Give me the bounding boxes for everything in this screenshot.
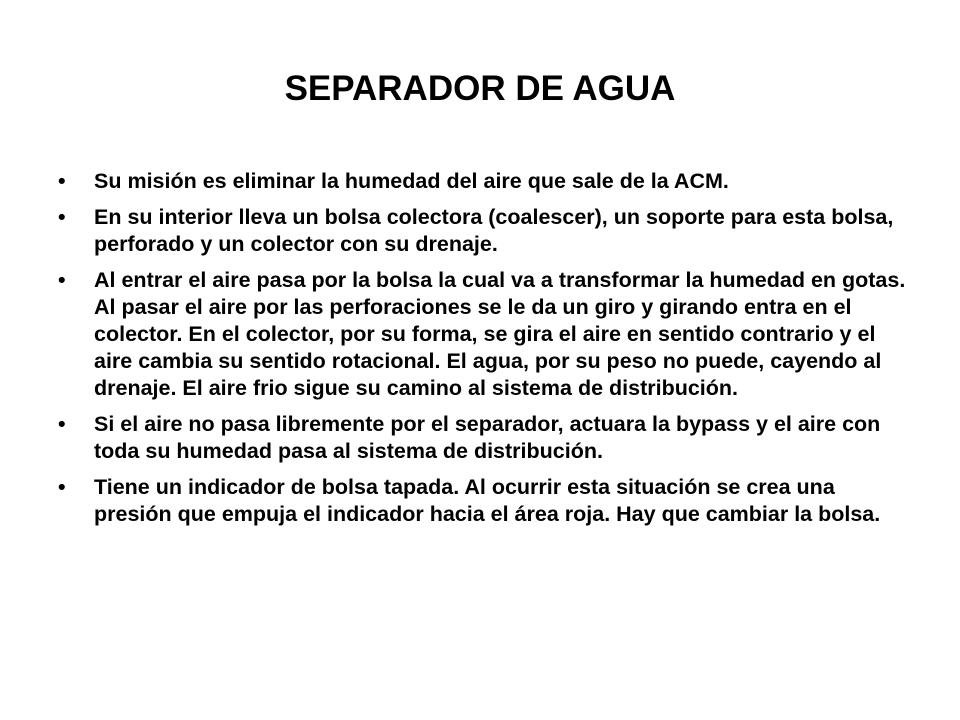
bullet-text: Al entrar el aire pasa por la bolsa la cual va a transformar la humedad en gotas. Al pasar el aire por las perforaciones se le da un giro y girando entra en el colector. En el colector, por su forma, se gira el aire en sentido contrario y el aire cambia su sentido rotacional. El agua, por su peso no puede, cayendo al drenaje. El aire frio sigue su camino al sistema de distribución. bbox=[94, 268, 906, 400]
bullet-text: En su interior lleva un bolsa colectora (coalescer), un soporte para esta bolsa, perforado y un colector con su drenaje. bbox=[94, 205, 894, 256]
bullet-item-5 bbox=[58, 474, 918, 528]
bullet-list bbox=[58, 168, 918, 537]
slide-title: SEPARADOR DE AGUA bbox=[284, 69, 676, 108]
bullet-item-1 bbox=[58, 168, 918, 195]
bullet-icon: • bbox=[58, 268, 66, 292]
bullet-icon: • bbox=[58, 169, 66, 193]
bullet-icon: • bbox=[58, 412, 66, 436]
bullet-item-3 bbox=[58, 267, 918, 402]
bullet-text: Si el aire no pasa libremente por el separador, actuara la bypass y el aire con toda su humedad pasa al sistema de distribución. bbox=[94, 412, 881, 463]
bullet-item-4 bbox=[58, 411, 918, 465]
bullet-item-2 bbox=[58, 204, 918, 258]
bullet-icon: • bbox=[58, 475, 66, 499]
bullet-text: Su misión es eliminar la humedad del aire que sale de la ACM. bbox=[94, 169, 729, 193]
bullet-text: Tiene un indicador de bolsa tapada. Al ocurrir esta situación se crea una presión que empuja el indicador hacia el área roja. Hay que cambiar la bolsa. bbox=[94, 475, 881, 526]
bullet-icon: • bbox=[58, 205, 66, 229]
